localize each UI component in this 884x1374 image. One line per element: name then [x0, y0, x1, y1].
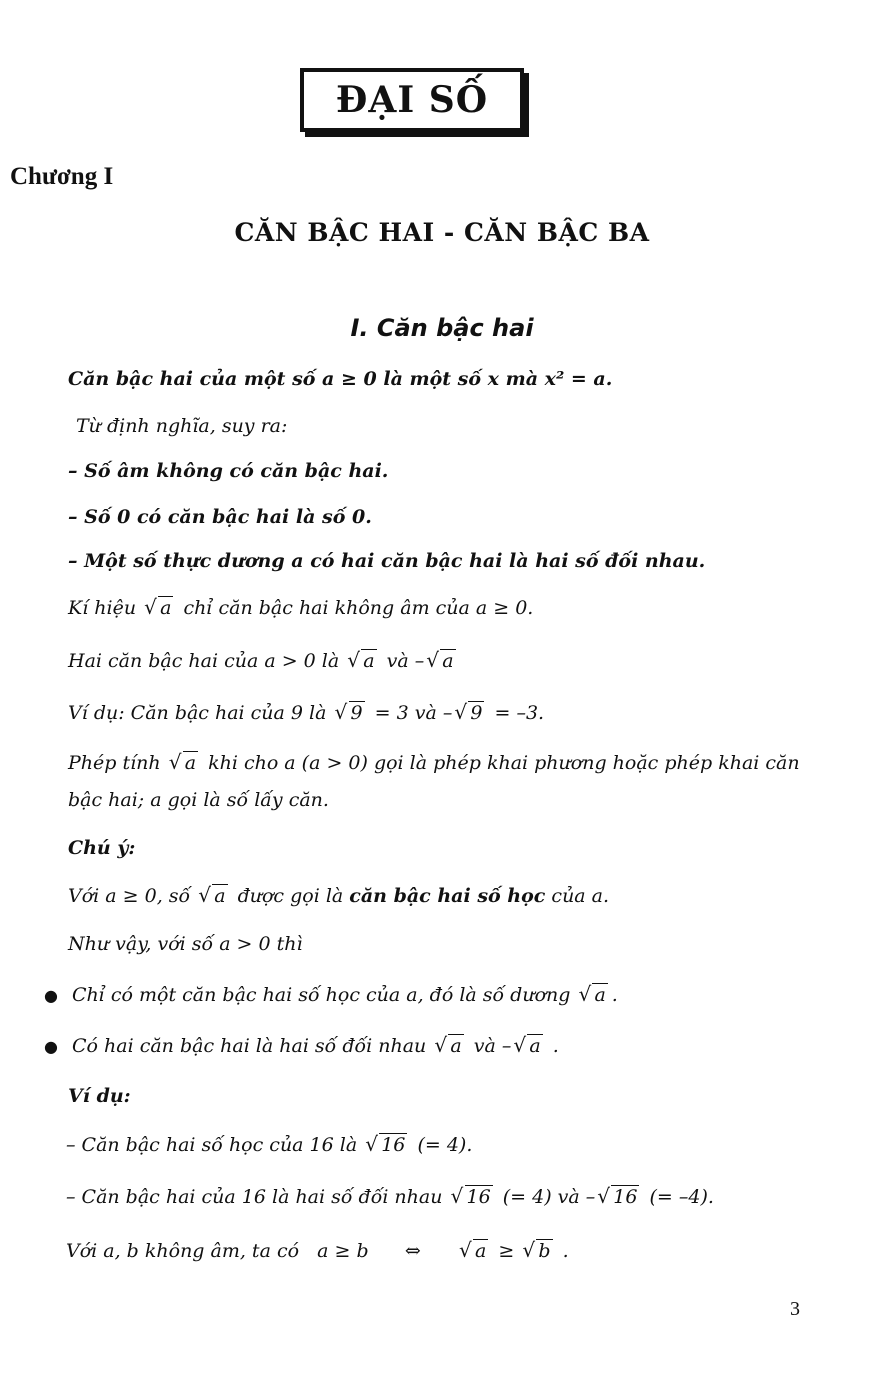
definition-line: Căn bậc hai của một số a ≥ 0 là một số x mà x² = a.: [68, 368, 613, 390]
radicand: a: [184, 752, 197, 774]
page-number: 3: [790, 1298, 800, 1320]
sqrt-symbol: [200, 885, 227, 907]
sqrt-symbol: [580, 984, 607, 1006]
text: Với a, b không âm, ta có a ≥ b ⇔: [66, 1240, 451, 1262]
text-line: [68, 597, 533, 619]
radicand: a: [363, 650, 375, 672]
text: chỉ căn bậc hai không âm của a ≥ 0.: [183, 597, 534, 619]
text: Có hai căn bậc hai là hai số đối nhau: [72, 1035, 427, 1057]
text: Với a ≥ 0, số: [68, 885, 191, 907]
text: ≥: [498, 1240, 515, 1262]
sqrt-symbol: [349, 650, 376, 672]
sqrt-symbol: [515, 1035, 542, 1057]
list-item: – Một số thực dương a có hai căn bậc hai là hai số đối nhau.: [68, 550, 706, 572]
bullet-icon: ●: [44, 986, 58, 1005]
text: .: [562, 1240, 569, 1262]
text: = 3 và –: [374, 702, 453, 724]
radicand: 9: [470, 702, 483, 724]
text: – Căn bậc hai của 16 là hai số đối nhau: [66, 1186, 443, 1208]
list-item: [66, 1186, 714, 1208]
text: Kí hiệu: [68, 597, 137, 619]
list-item: – Số 0 có căn bậc hai là số 0.: [68, 506, 372, 528]
bullet-item: [44, 984, 618, 1006]
radicand: a: [594, 984, 606, 1006]
text: và –: [473, 1035, 512, 1057]
text-line: [66, 1240, 569, 1262]
text: Ví dụ: Căn bậc hai của 9 là: [68, 702, 327, 724]
text: của a.: [551, 885, 610, 907]
chapter-title: CĂN BẬC HAI - CĂN BẬC BA: [234, 218, 650, 247]
radicand: a: [475, 1240, 487, 1262]
list-item: [66, 1134, 472, 1156]
radicand: a: [450, 1035, 462, 1057]
sqrt-symbol: [456, 702, 484, 724]
text-line: Như vậy, với số a > 0 thì: [68, 933, 303, 955]
radicand: 16: [613, 1186, 638, 1208]
text-line: [68, 885, 609, 907]
sqrt-symbol: [461, 1240, 488, 1262]
text-line: [68, 650, 460, 672]
text: .: [552, 1035, 559, 1057]
text: .: [611, 984, 618, 1006]
chapter-label: Chương I: [10, 163, 114, 190]
bullet-icon: ●: [44, 1037, 58, 1056]
sqrt-symbol: [337, 702, 365, 724]
radicand: a: [160, 597, 172, 619]
text: (= –4).: [649, 1186, 714, 1208]
radicand: 16: [381, 1134, 406, 1156]
sqrt-symbol: [453, 1186, 493, 1208]
radicand: a: [529, 1035, 541, 1057]
text: Chỉ có một căn bậc hai số học của a, đó là số dương: [72, 984, 571, 1006]
sqrt-symbol: [367, 1134, 407, 1156]
text: Hai căn bậc hai của a > 0 là: [68, 650, 340, 672]
radicand: 16: [466, 1186, 491, 1208]
radicand: a: [442, 650, 454, 672]
text-line: [68, 752, 800, 774]
text: khi cho a (a > 0) gọi là phép khai phương hoặc phép khai căn: [208, 752, 800, 774]
sqrt-symbol: [524, 1240, 552, 1262]
text: và –: [386, 650, 425, 672]
bullet-item: [44, 1035, 559, 1057]
section-title: I. Căn bậc hai: [350, 314, 534, 342]
text: Phép tính: [68, 752, 161, 774]
sqrt-symbol: [599, 1186, 639, 1208]
sqrt-symbol: [436, 1035, 463, 1057]
page-title: ĐẠI SỐ: [335, 79, 489, 121]
example-line: [68, 702, 544, 724]
radicand: a: [214, 885, 226, 907]
title-box: [300, 68, 524, 132]
radicand: 9: [350, 702, 363, 724]
text: = –3.: [494, 702, 545, 724]
note-heading: Chú ý:: [68, 837, 136, 859]
sqrt-symbol: [146, 597, 173, 619]
text-line: bậc hai; a gọi là số lấy căn.: [68, 789, 329, 811]
text: được gọi là: [237, 885, 344, 907]
sqrt-symbol: [171, 752, 198, 774]
text: – Căn bậc hai số học của 16 là: [66, 1134, 358, 1156]
text: (= 4).: [417, 1134, 473, 1156]
radicand: b: [538, 1240, 551, 1262]
list-item: – Số âm không có căn bậc hai.: [68, 460, 389, 482]
text: (= 4) và –: [502, 1186, 596, 1208]
sqrt-symbol: [428, 650, 455, 672]
example-heading: Ví dụ:: [68, 1085, 131, 1107]
bold-term: căn bậc hai số học: [349, 885, 546, 907]
text-line: Từ định nghĩa, suy ra:: [76, 415, 288, 437]
